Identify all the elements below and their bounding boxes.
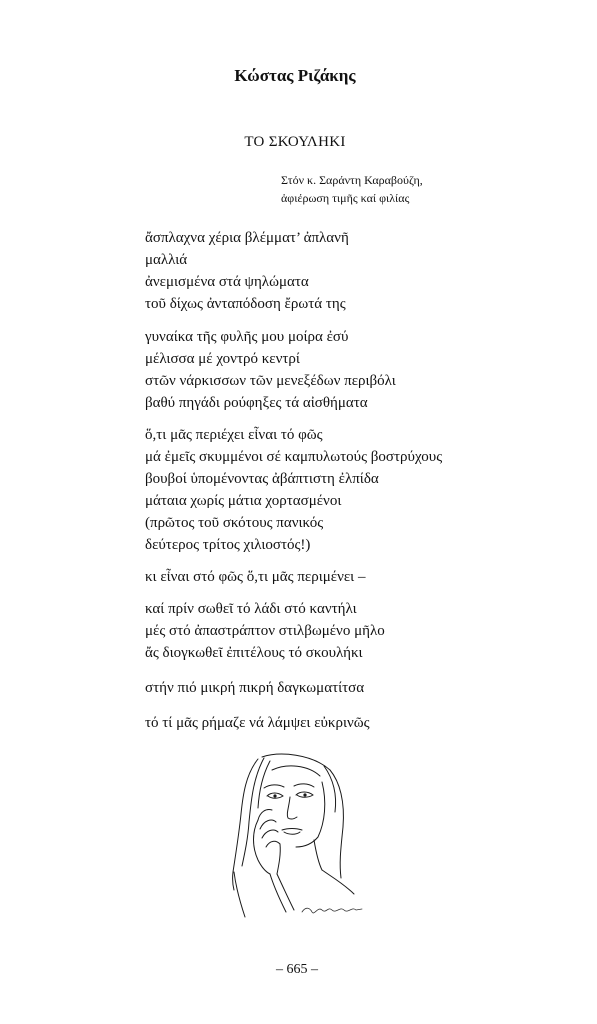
poem-line: τό τί μᾶς ρήμαζε νά λάμψει εὐκρινῶς — [145, 715, 370, 731]
poem-line: ἄς διογκωθεῖ ἐπιτέλους τό σκουλήκι — [145, 645, 363, 661]
poem-line: γυναίκα τῆς φυλῆς μου μοίρα ἐσύ — [145, 329, 349, 345]
poem-line: κι εἶναι στό φῶς ὅ,τι μᾶς περιμένει – — [145, 569, 366, 585]
hair — [233, 754, 344, 890]
poem-line: βουβοί ὑπομένοντας ἀβάπτιστη ἐλπίδα — [145, 471, 379, 487]
stanza — [145, 227, 349, 315]
stanza — [145, 712, 370, 734]
page-number: – 665 – — [276, 962, 318, 977]
poem-line: ἀνεμισμένα στά ψηλώματα — [145, 274, 309, 290]
poem-line: (πρῶτος τοῦ σκότους πανικός — [145, 515, 324, 531]
stanza — [145, 598, 385, 664]
stanza — [145, 566, 365, 588]
woman-portrait-sketch-icon — [222, 752, 372, 922]
poem-line: βαθύ πηγάδι ρούφηξες τά αἰσθήματα — [145, 395, 368, 411]
stanza — [145, 424, 442, 556]
dedication-line: ἀφιέρωση τιμῆς καί φιλίας — [281, 191, 410, 205]
poem-line: μάταια χωρίς μάτια χορτασμένοι — [145, 493, 342, 509]
hand — [254, 809, 295, 912]
stanza — [145, 326, 396, 414]
stanza — [145, 677, 364, 699]
poem-line: καί πρίν σωθεῖ τό λάδι στό καντήλι — [145, 601, 357, 617]
face — [264, 782, 325, 847]
dedication — [281, 171, 423, 207]
poem-line: ἄσπλαχνα χέρια βλέμματ’ ἀπλανῆ — [145, 230, 349, 246]
poem-line: μές στό ἀπαστράπτον στιλβωμένο μῆλο — [145, 623, 385, 639]
poem-line: στῶν νάρκισσων τῶν μενεξέδων περιβόλι — [145, 373, 396, 389]
poem-line: μέλισσα μέ χοντρό κεντρί — [145, 351, 300, 367]
poem-title: ΤΟ ΣΚΟΥΛΗΚΙ — [244, 134, 346, 150]
poem-line: ὅ,τι μᾶς περιέχει εἶναι τό φῶς — [145, 427, 323, 443]
poem-line: στήν πιό μικρή πικρή δαγκωματίτσα — [145, 680, 365, 696]
dedication-line: Στόν κ. Σαράντη Καραβούζη, — [281, 173, 423, 187]
poem-line: μά ἐμεῖς σκυμμένοι σέ καμπυλωτούς βοστρύχους — [145, 449, 443, 465]
poem-line: δεύτερος τρίτος χιλιοστός!) — [145, 537, 311, 553]
poem-line: μαλλιά — [145, 252, 188, 268]
body-outline — [234, 840, 354, 917]
artist-signature — [302, 908, 362, 913]
poem-line: τοῦ δίχως ἀνταπόδοση ἔρωτά της — [145, 296, 346, 312]
author-name: Κώστας Ριζάκης — [234, 66, 356, 85]
